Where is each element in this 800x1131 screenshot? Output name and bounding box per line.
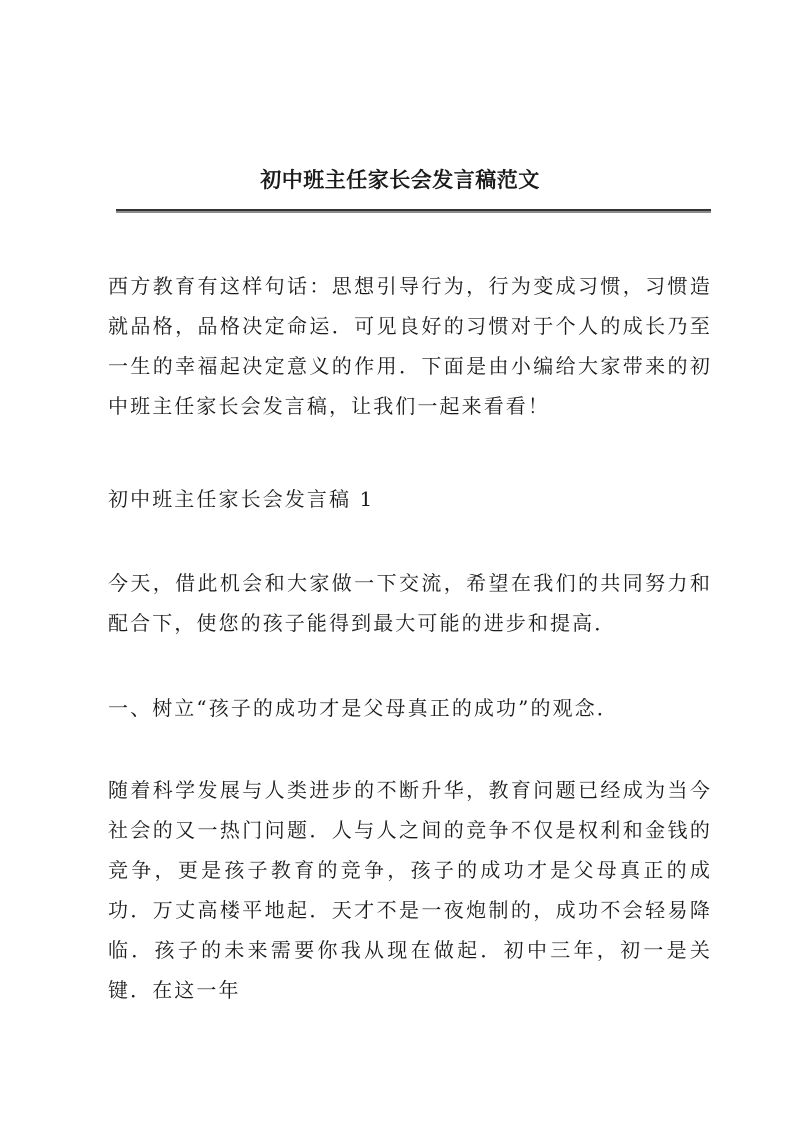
body-paragraph: 随着科学发展与人类进步的不断升华，教育问题已经成为当今社会的又一热门问题．人与人之间的竞争不仅是权利和金钱的竞争，更是孩子教育的竞争，孩子的成功才是父母真正的成功．万丈高楼平地起．天才不是一夜炮制的，成功不会轻易降临．孩子的未来需要你我从现在做起．初中三年，初一是关键．在这一年 xyxy=(108,778,712,1002)
section-heading: 初中班主任家长会发言稿 1 xyxy=(108,487,375,511)
point-heading: 一、树立“孩子的成功才是父母真正的成功”的观念． xyxy=(108,696,619,720)
body-paragraph: 今天，借此机会和大家做一下交流，希望在我们的共同努力和配合下，使您的孩子能得到最大可能的进步和提高． xyxy=(108,571,712,635)
document-title: 初中班主任家长会发言稿范文 xyxy=(260,167,540,192)
title-divider xyxy=(116,209,711,211)
intro-paragraph: 西方教育有这样句话：思想引导行为，行为变成习惯，习惯造就品格，品格决定命运．可见良好的习惯对于个人的成长乃至一生的幸福起决定意义的作用．下面是由小编给大家带来的初中班主任家长会发言稿，让我们一起来看看！ xyxy=(108,274,712,418)
